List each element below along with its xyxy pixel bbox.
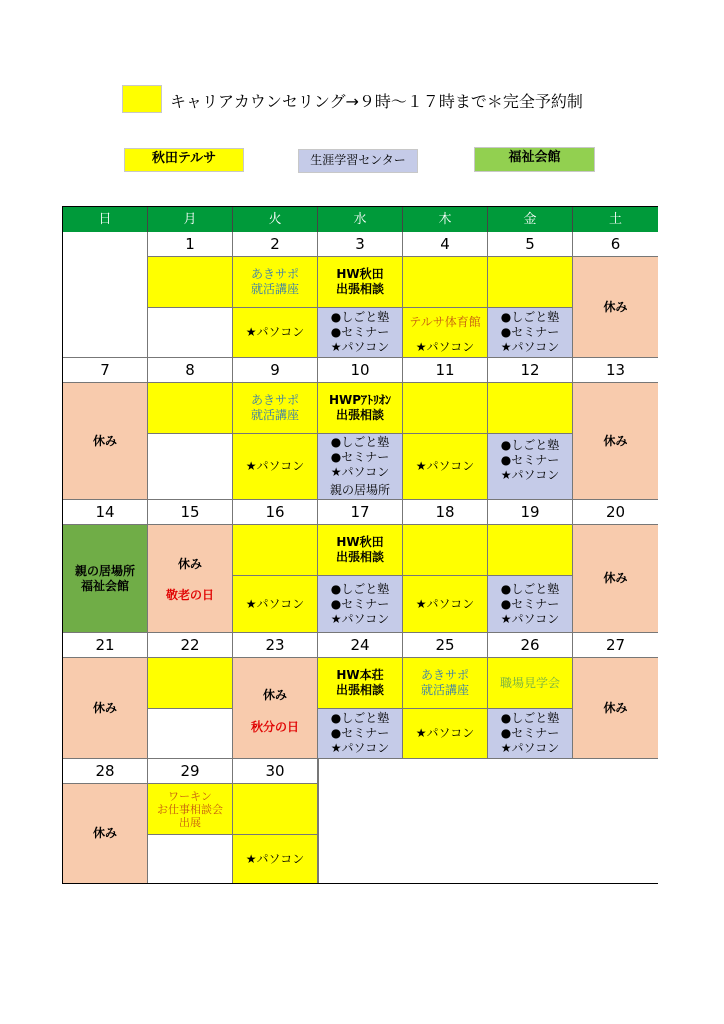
weekday-mon: 月 — [148, 207, 233, 232]
day-12: 12 — [488, 358, 573, 383]
event-seminar-set: ●しごと塾 ●セミナー ★パソコン — [318, 709, 403, 759]
calendar — [62, 206, 658, 884]
event-seminar-set: ●しごと塾 ●セミナー ★パソコン — [318, 434, 403, 481]
day-16-top — [233, 525, 318, 576]
day-19-top — [488, 525, 573, 576]
day-8: 8 — [148, 358, 233, 383]
day-9: 9 — [233, 358, 318, 383]
day-30-top — [233, 784, 318, 835]
holiday-shubun: 秋分の日 — [250, 720, 299, 734]
event-akisapo: あきサポ 就活講座 — [233, 257, 318, 308]
event-seminar-set: ●しごと塾 ●セミナー ★パソコン — [488, 308, 573, 358]
event-shokuba: 職場見学会 — [488, 658, 573, 709]
weekday-tue: 火 — [233, 207, 318, 232]
event-seminar-set: ●しごと塾 ●セミナー ★パソコン — [488, 709, 573, 759]
day-16: 16 — [233, 500, 318, 525]
event-seminar-set: ●しごと塾 ●セミナー ★パソコン — [318, 576, 403, 633]
day-12-top — [488, 383, 573, 434]
event-yasumi: 休み — [63, 658, 148, 759]
empty-cell — [63, 232, 148, 358]
legend-hours-text: キャリアカウンセリング→９時～１７時まで＊完全予約制 — [170, 92, 583, 111]
event-hw-honjo: HW本荘 出張相談 — [318, 658, 403, 709]
event-yasumi: 休み — [573, 525, 658, 633]
event-yasumi: 休み — [63, 784, 148, 883]
event-yasumi: 休み — [177, 557, 202, 571]
event-pasokon: ★パソコン — [233, 576, 318, 633]
day-11: 11 — [403, 358, 488, 383]
day-18-top — [403, 525, 488, 576]
day-18: 18 — [403, 500, 488, 525]
event-akisapo: あきサポ 就活講座 — [233, 383, 318, 434]
weekday-fri: 金 — [488, 207, 573, 232]
event-hw-akita: HW秋田 出張相談 — [318, 257, 403, 308]
day-25: 25 — [403, 633, 488, 658]
day-15: 15 — [148, 500, 233, 525]
day-19: 19 — [488, 500, 573, 525]
day-27: 27 — [573, 633, 658, 658]
day-17: 17 — [318, 500, 403, 525]
event-hwp-atorion: HWPｱﾄﾘｵﾝ 出張相談 — [318, 383, 403, 434]
event-yasumi: 休み — [573, 658, 658, 759]
event-akisapo: あきサポ 就活講座 — [403, 658, 488, 709]
legend-yellow-swatch — [122, 85, 162, 113]
day-5-top — [488, 257, 573, 308]
day-4: 4 — [403, 232, 488, 257]
day-1: 1 — [148, 232, 233, 257]
event-terusa-gym: テルサ体育館 — [409, 315, 481, 329]
event-pasokon: ★パソコン — [233, 835, 318, 883]
day-22: 22 — [148, 633, 233, 658]
day-10: 10 — [318, 358, 403, 383]
weekday-thu: 木 — [403, 207, 488, 232]
day-2: 2 — [233, 232, 318, 257]
empty-remainder — [318, 759, 658, 883]
event-oya-fukushi: 親の居場所 福祉会館 — [63, 525, 148, 633]
day-29-bottom — [148, 835, 233, 883]
day-29: 29 — [148, 759, 233, 784]
day-14: 14 — [63, 500, 148, 525]
day-7: 7 — [63, 358, 148, 383]
event-pasokon: ★パソコン — [233, 434, 318, 500]
day-23: 23 — [233, 633, 318, 658]
day-8-bottom — [148, 434, 233, 500]
event-yasumi: 休み — [573, 383, 658, 500]
day-1-top — [148, 257, 233, 308]
day-22-top — [148, 658, 233, 709]
day-4-top — [403, 257, 488, 308]
day-8-top — [148, 383, 233, 434]
day-6: 6 — [573, 232, 658, 257]
day-11-top — [403, 383, 488, 434]
day-23-holiday — [233, 658, 318, 759]
event-workin: ワーキン お仕事相談会 出展 — [148, 784, 233, 835]
event-seminar-set: ●しごと塾 ●セミナー ★パソコン — [488, 434, 573, 500]
day-3: 3 — [318, 232, 403, 257]
day-26: 26 — [488, 633, 573, 658]
weekday-wed: 水 — [318, 207, 403, 232]
day-15-holiday — [148, 525, 233, 633]
day-20: 20 — [573, 500, 658, 525]
location-fukushi-kaikan: 福祉会館 — [474, 147, 595, 172]
event-oya-ibasho: 親の居場所 — [318, 481, 403, 500]
event-seminar-set: ●しごと塾 ●セミナー ★パソコン — [318, 308, 403, 358]
event-yasumi: 休み — [262, 688, 287, 702]
event-pasokon: ★パソコン — [403, 434, 488, 500]
event-hw-akita: HW秋田 出張相談 — [318, 525, 403, 576]
event-pasokon: ★パソコン — [403, 576, 488, 633]
event-pasokon: ★パソコン — [233, 308, 318, 358]
day-22-bottom — [148, 709, 233, 759]
day-30: 30 — [233, 759, 318, 784]
location-shogai-center: 生涯学習センター — [298, 149, 418, 173]
day-13: 13 — [573, 358, 658, 383]
location-akita-terusa: 秋田テルサ — [124, 148, 244, 172]
day-24: 24 — [318, 633, 403, 658]
event-pasokon: ★パソコン — [403, 709, 488, 759]
day-5: 5 — [488, 232, 573, 257]
event-pasokon: ★パソコン — [415, 340, 475, 354]
event-yasumi: 休み — [573, 257, 658, 358]
weekday-sat: 土 — [573, 207, 658, 232]
weekday-sun: 日 — [63, 207, 148, 232]
day-1-bottom — [148, 308, 233, 358]
day-4-bottom — [403, 308, 488, 358]
day-28: 28 — [63, 759, 148, 784]
day-21: 21 — [63, 633, 148, 658]
holiday-keiro: 敬老の日 — [165, 588, 214, 602]
event-seminar-set: ●しごと塾 ●セミナー ★パソコン — [488, 576, 573, 633]
event-yasumi: 休み — [63, 383, 148, 500]
